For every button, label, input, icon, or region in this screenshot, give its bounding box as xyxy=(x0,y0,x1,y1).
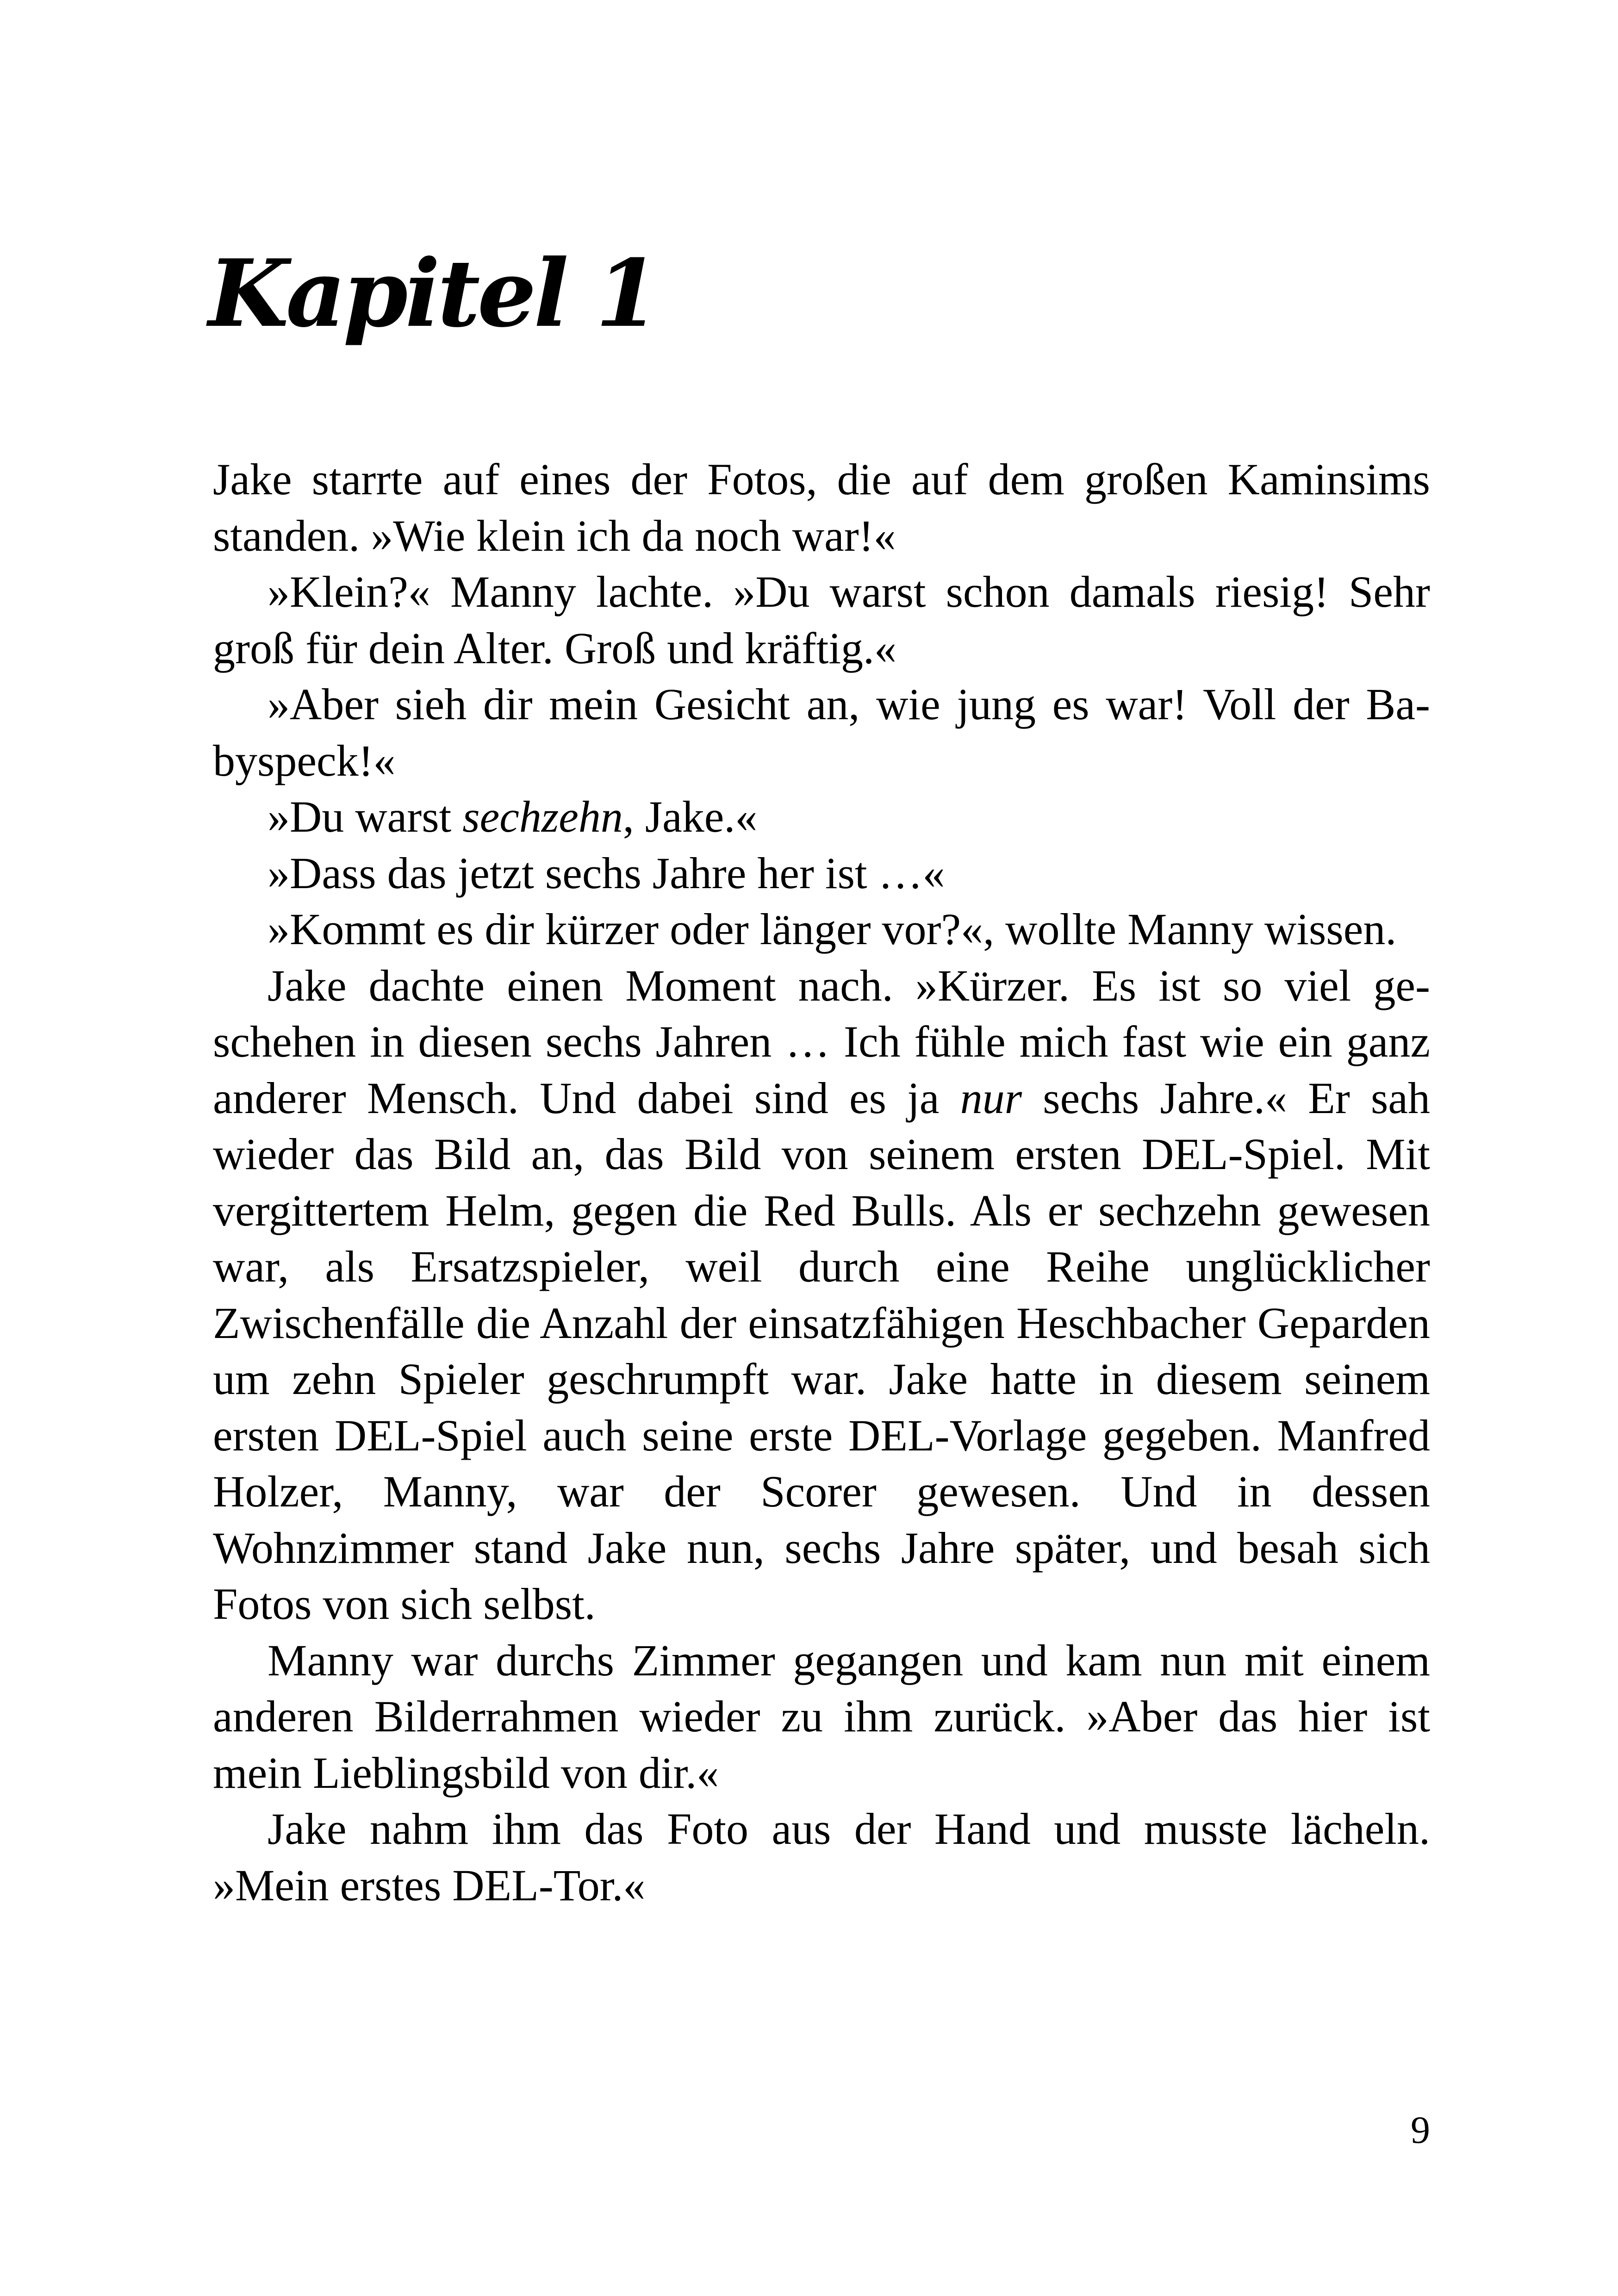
page-number: 9 xyxy=(1411,2109,1430,2152)
paragraph xyxy=(213,451,1430,564)
paragraph-text: sechs Jahre.« Er sah wieder das Bild an, das Bild von seinem ersten DEL-Spiel. Mit vergittertem Helm, gegen die Red Bulls. Als er sechzehn gewesen war, als Ersatzspieler, weil durch eine Reihe unglücklicher Zwischenfälle die Anzahl der einsatzfähigen Heschbacher Geparden um zehn Spieler geschrumpft war. Jake hatte in diesem seinem ersten DEL-Spiel auch seine erste DEL-Vorlage gegeben. Manfred Holzer, Manny, war der Scorer gewesen. Und in dessen Wohnzimmer stand Jake nun, sechs Jahre später, und besah sich Fotos von sich selbst. xyxy=(213,1073,1431,1629)
paragraph xyxy=(213,958,1430,1632)
paragraph-text: Jake starrte auf eines der Fotos, die auf dem großen Kaminsims standen. »Wie klein ich da noch war!« xyxy=(213,454,1430,560)
paragraph-text: , Jake.« xyxy=(622,792,758,841)
paragraph-text: »Klein?« Manny lachte. »Du warst schon damals riesig! Sehr groß für dein Alter. Groß und kräftig.« xyxy=(213,567,1430,673)
paragraph-text: »Aber sieh dir mein Gesicht an, wie jung es war! Voll der Babyspeck!« xyxy=(213,679,1430,785)
chapter-title: Kapitel 1 xyxy=(208,239,657,348)
paragraph-text: Jake nahm ihm das Foto aus der Hand und musste lächeln. »Mein erstes DEL-Tor.« xyxy=(213,1804,1430,1910)
paragraph xyxy=(213,901,1430,958)
paragraph xyxy=(213,845,1430,902)
chapter-body-text xyxy=(213,451,1430,1913)
paragraph-text: »Du warst xyxy=(268,792,463,841)
paragraph-text: »Kommt es dir kürzer oder länger vor?«, wollte Manny wissen. xyxy=(268,904,1397,954)
paragraph xyxy=(213,1632,1430,1801)
emphasized-text: nur xyxy=(960,1073,1022,1123)
paragraph xyxy=(213,564,1430,676)
paragraph-text: Jake dachte einen Moment nach. »Kürzer. Es ist so viel geschehen in diesen sechs Jahren … Ich fühle mich fast wie ein ganz anderer Mensch. Und dabei sind es ja xyxy=(213,960,1430,1123)
paragraph xyxy=(213,1801,1430,1913)
paragraph xyxy=(213,676,1430,789)
paragraph-text: »Dass das jetzt sechs Jahre her ist …« xyxy=(268,848,945,898)
paragraph xyxy=(213,789,1430,845)
emphasized-text: sechzehn xyxy=(462,792,623,841)
paragraph-text: Manny war durchs Zimmer gegangen und kam nun mit einem anderen Bilderrahmen wieder zu ihm zurück. »Aber das hier ist mein Lieblingsbild von dir.« xyxy=(213,1635,1430,1798)
